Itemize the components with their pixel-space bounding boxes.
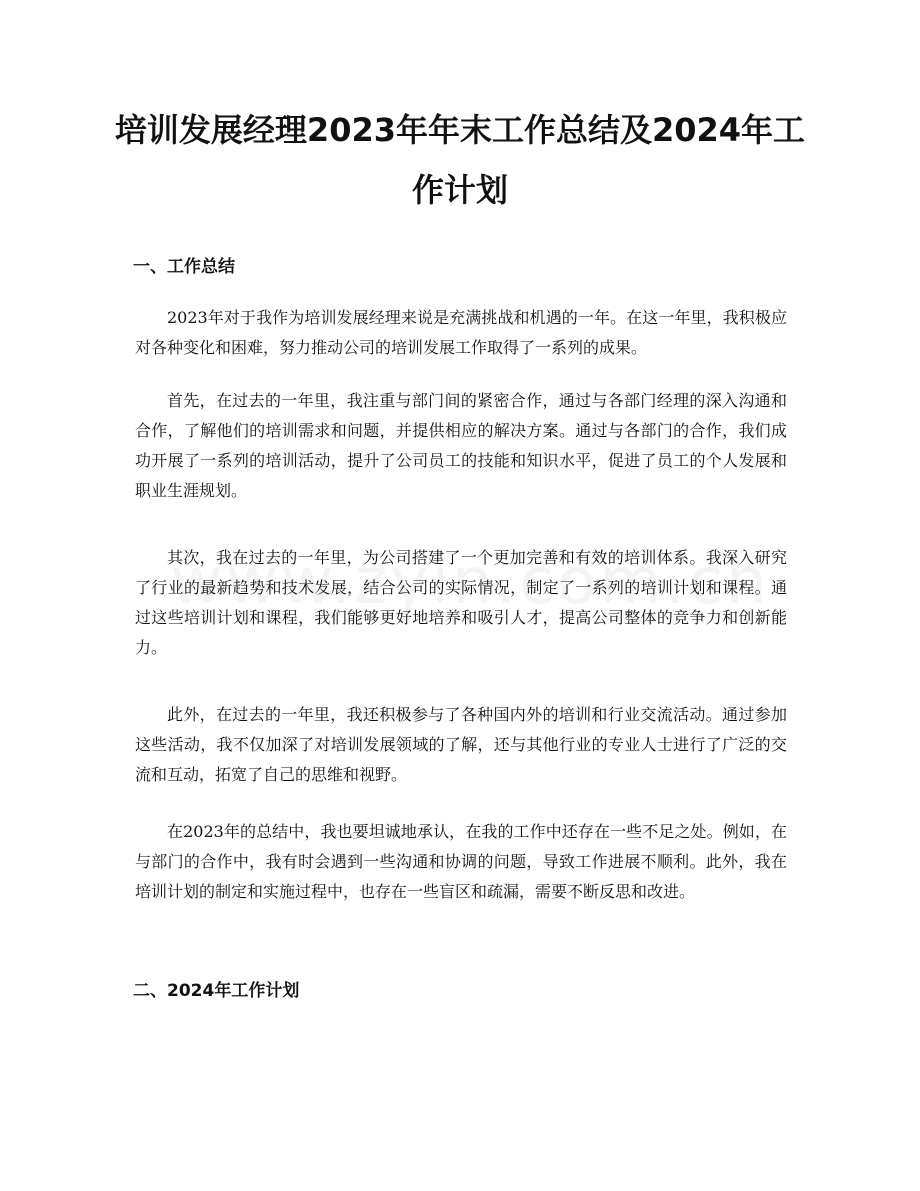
section-heading-plan: 二、2024年工作计划 bbox=[133, 981, 300, 1001]
paragraph-5: 在2023年的总结中，我也要坦诚地承认，在我的工作中还存在一些不足之处。例如，在与部门的合作中，我有时会遇到一些沟通和协调的问题，导致工作进展不顺利。此外，我在培训计划的制定和实施过程中，也存在一些盲区和疏漏，需要不断反思和改进。 bbox=[135, 822, 787, 901]
paragraph-3: 其次，我在过去的一年里，为公司搭建了一个更加完善和有效的培训体系。我深入研究了行业的最新趋势和技术发展，结合公司的实际情况，制定了一系列的培训计划和课程。通过这些培训计划和课程，我们能够更好地培养和吸引人才，提高公司整体的竞争力和创新能力。 bbox=[135, 548, 787, 657]
section-heading-summary: 一、工作总结 bbox=[133, 257, 235, 277]
paragraph-2: 首先，在过去的一年里，我注重与部门间的紧密合作，通过与各部门经理的深入沟通和合作，了解他们的培训需求和问题，并提供相应的解决方案。通过与各部门的合作，我们成功开展了一系列的培训活动，提升了公司员工的技能和知识水平，促进了员工的个人发展和职业生涯规划。 bbox=[135, 391, 787, 500]
paragraph-4: 此外，在过去的一年里，我还积极参与了各种国内外的培训和行业交流活动。通过参加这些活动，我不仅加深了对培训发展领域的了解，还与其他行业的专业人士进行了广泛的交流和互动，拓宽了自己的思维和视野。 bbox=[135, 705, 787, 784]
paragraph-1: 2023年对于我作为培训发展经理来说是充满挑战和机遇的一年。在这一年里，我积极应对各种变化和困难，努力推动公司的培训发展工作取得了一系列的成果。 bbox=[135, 308, 787, 357]
document-title: 培训发展经理2023年年末工作总结及2024年工作计划 bbox=[114, 111, 806, 209]
